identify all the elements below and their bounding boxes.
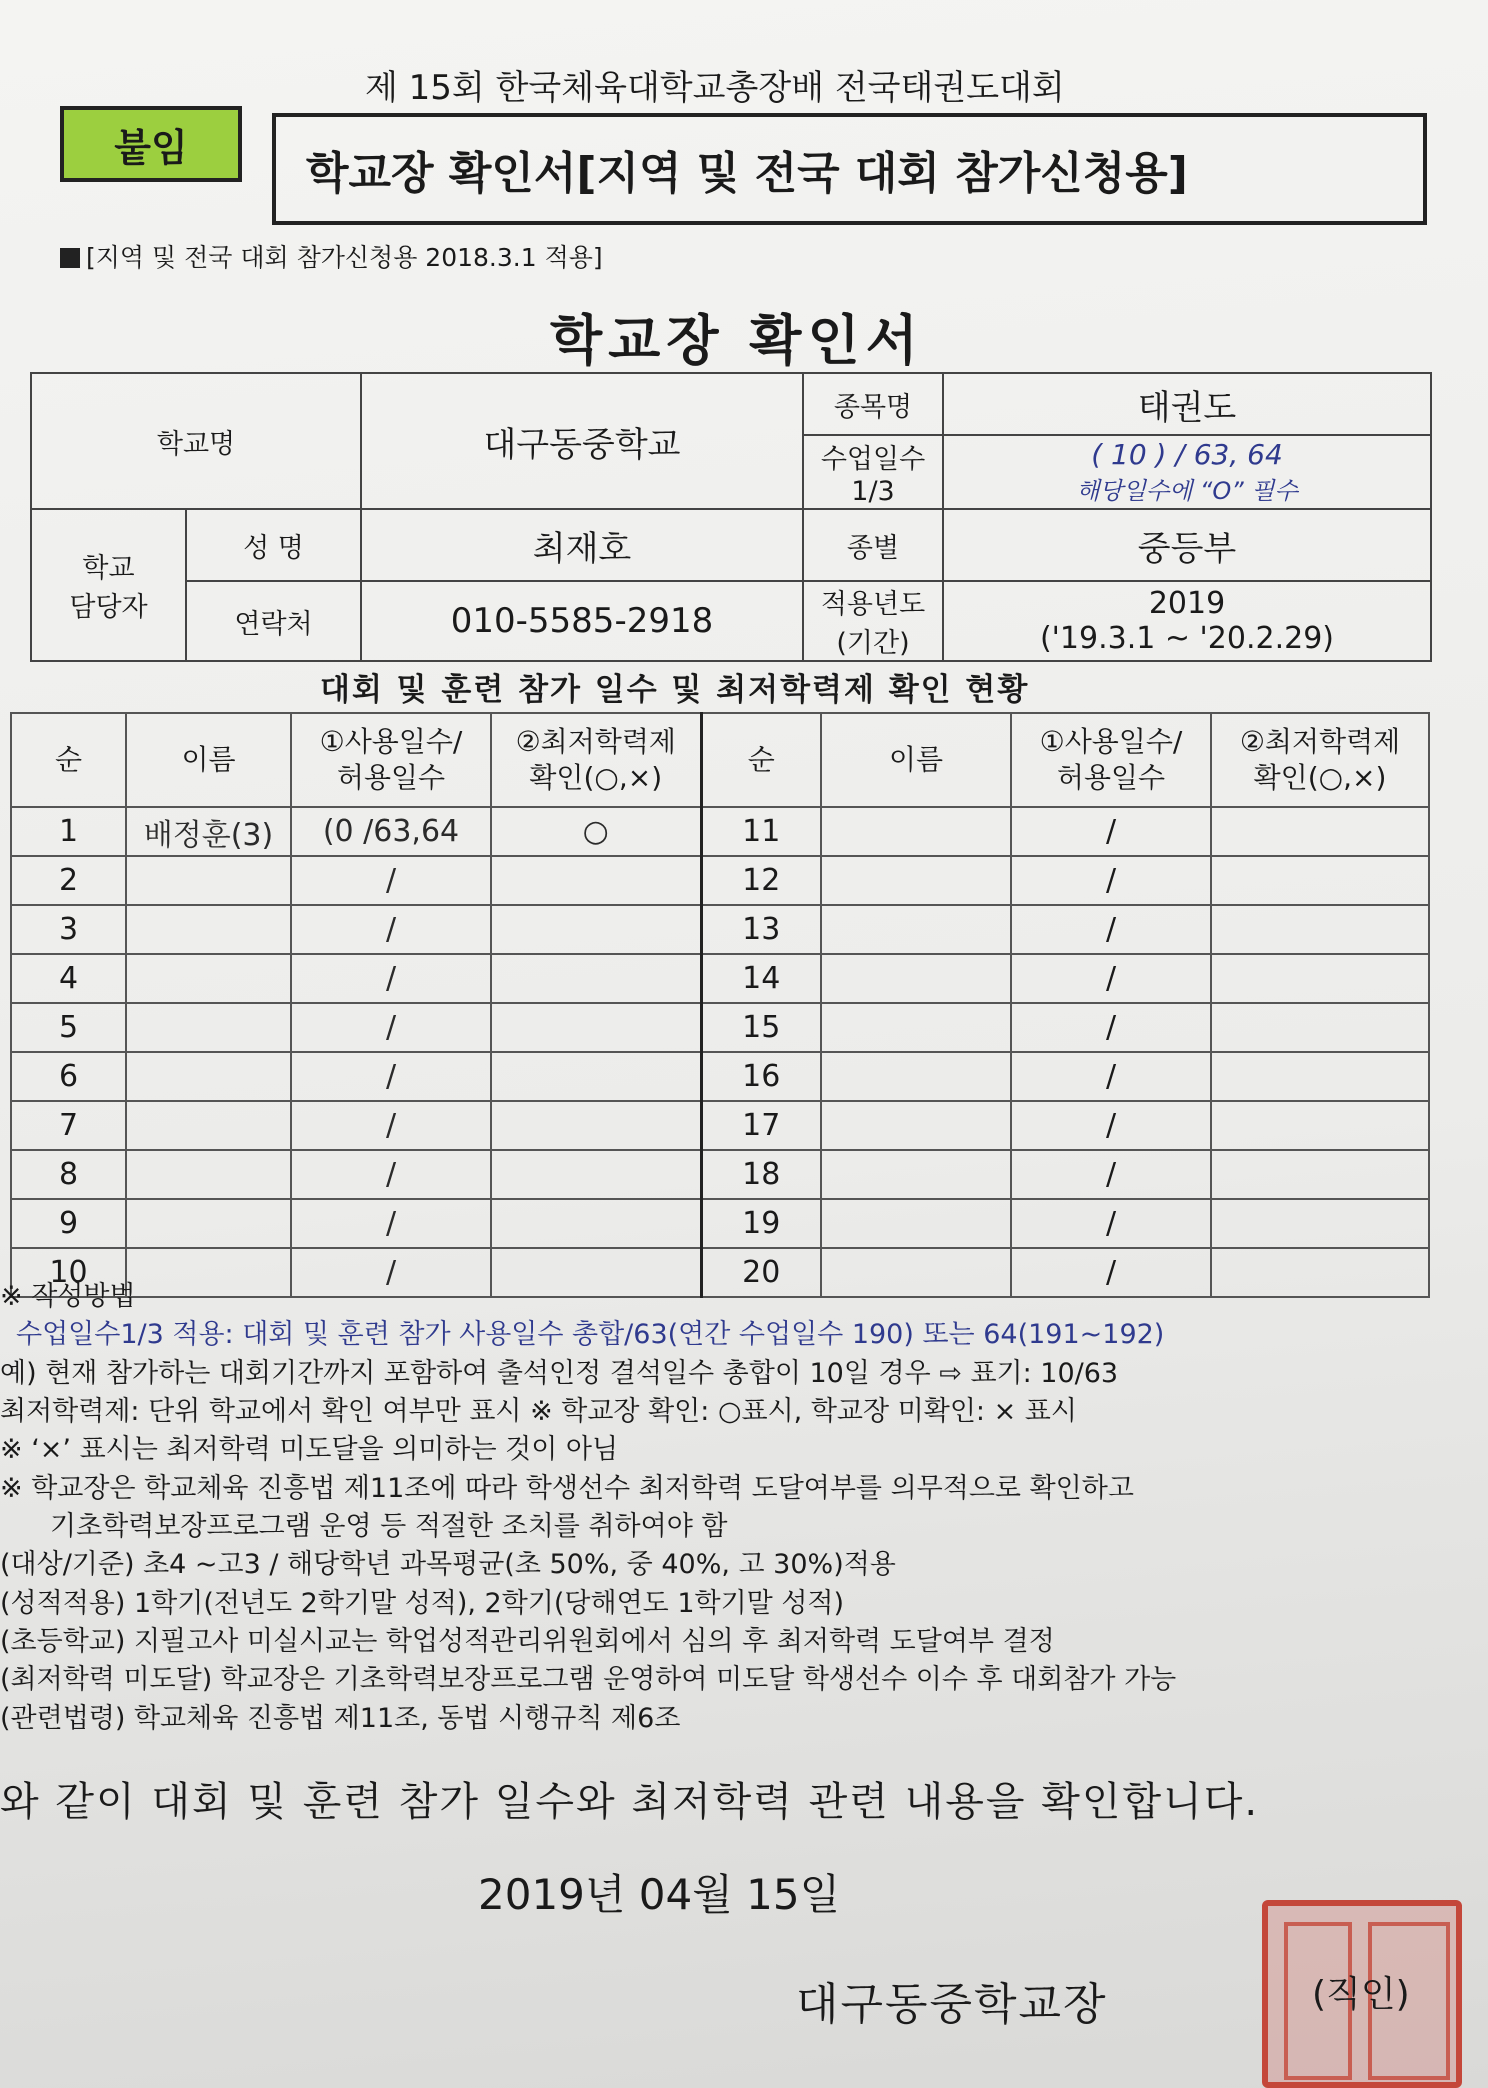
- row-check-2: [1211, 807, 1429, 856]
- table-row: [11, 856, 1429, 905]
- signer: 대구동중학교장: [796, 1979, 1108, 2030]
- row-days-2: /: [1011, 1052, 1211, 1101]
- table-row: [11, 1003, 1429, 1052]
- table-row: [11, 1101, 1429, 1150]
- manager-label: [31, 509, 186, 661]
- event-label: 종목명: [803, 373, 943, 435]
- row-name-2: [821, 905, 1011, 954]
- row-name-2: [821, 1003, 1011, 1052]
- row-no: 9: [11, 1199, 126, 1248]
- year-label-line2: (기간): [836, 628, 910, 659]
- row-name-2: [821, 1052, 1011, 1101]
- row-check-2: [1211, 1101, 1429, 1150]
- row-no: 2: [11, 856, 126, 905]
- row-no: 8: [11, 1150, 126, 1199]
- year: 2019: [1148, 586, 1226, 621]
- row-days-2: /: [1011, 905, 1211, 954]
- table-row: [11, 1199, 1429, 1248]
- row-name-2: [821, 954, 1011, 1003]
- row-name-2: [821, 1150, 1011, 1199]
- row-no-2: 16: [701, 1052, 821, 1101]
- row-no-2: 14: [701, 954, 821, 1003]
- header-days-2-line1: ①사용일수/: [1039, 724, 1183, 758]
- manager-name: 최재호: [361, 509, 803, 581]
- row-days: /: [291, 1101, 491, 1150]
- row-days-2: /: [1011, 1199, 1211, 1248]
- category-label: 종별: [803, 509, 943, 581]
- participation-rows: [11, 807, 1429, 1297]
- class-days-label-line1: 수업일수: [820, 444, 926, 475]
- row-no: 6: [11, 1052, 126, 1101]
- row-check: [491, 1003, 701, 1052]
- method-line: (성적적용) 1학기(전년도 2학기말 성적), 2학기(당해연도 1학기말 성적): [0, 1587, 845, 1619]
- manager-label-line1: 학교: [82, 553, 135, 584]
- row-no-2: 17: [701, 1101, 821, 1150]
- row-days-2: /: [1011, 954, 1211, 1003]
- row-check-2: [1211, 954, 1429, 1003]
- table-row: [11, 905, 1429, 954]
- document-title: 학교장 확인서: [550, 309, 924, 372]
- row-name-2: [821, 856, 1011, 905]
- row-days: /: [291, 1199, 491, 1248]
- closing-statement: 와 같이 대회 및 훈련 참가 일수와 최저학력 관련 내용을 확인합니다.: [0, 1779, 1260, 1825]
- method-line: (관련법령) 학교체육 진흥법 제11조, 동법 시행규칙 제6조: [0, 1702, 681, 1734]
- row-check: [491, 1199, 701, 1248]
- year-cell: [943, 581, 1431, 661]
- school-name: 대구동중학교: [361, 373, 803, 509]
- header-no-2: 순: [701, 713, 821, 807]
- row-no: 1: [11, 807, 126, 856]
- method-line: 최저학력제: 단위 학교에서 확인 여부만 표시 ※ 학교장 확인: ○표시, 학교장 미확인: × 표시: [0, 1395, 1077, 1427]
- method-line: (대상/기준) 초4 ~고3 / 해당학년 과목평균(초 50%, 중 40%, 고 30%)적용: [0, 1549, 896, 1581]
- row-check-2: [1211, 905, 1429, 954]
- subnote: [60, 238, 603, 274]
- row-days: /: [291, 905, 491, 954]
- participation-table: [10, 712, 1430, 1298]
- row-no-2: 15: [701, 1003, 821, 1052]
- row-days-2: /: [1011, 1248, 1211, 1297]
- row-no: 4: [11, 954, 126, 1003]
- row-check-2: [1211, 1052, 1429, 1101]
- row-days-2: /: [1011, 856, 1211, 905]
- row-days-2: /: [1011, 1150, 1211, 1199]
- name-label: 성 명: [186, 509, 361, 581]
- row-check: [491, 1101, 701, 1150]
- method-section: [0, 1278, 1470, 1738]
- header-check-2: [1211, 713, 1429, 807]
- year-label: [803, 581, 943, 661]
- class-days-label-line2: 1/3: [851, 476, 895, 507]
- square-bullet-icon: [60, 248, 80, 268]
- row-days-2: /: [1011, 1003, 1211, 1052]
- row-name-2: [821, 807, 1011, 856]
- row-days: /: [291, 856, 491, 905]
- row-no-2: 18: [701, 1150, 821, 1199]
- method-line: ※ ‘×’ 표시는 최저학력 미도달을 의미하는 것이 아님: [0, 1434, 619, 1466]
- period: ('19.3.1 ~ '20.2.29): [1039, 621, 1335, 656]
- row-name: [126, 954, 291, 1003]
- header-name-2: 이름: [821, 713, 1011, 807]
- header-days-2-line2: 허용일수: [1056, 761, 1166, 794]
- row-name: [126, 1150, 291, 1199]
- manager-label-line2: 담당자: [69, 592, 148, 623]
- class-days-note: 해당일수에 “O” 필수: [1076, 477, 1298, 505]
- header-check: [491, 713, 701, 807]
- method-title: ※ 작성방법: [0, 1281, 136, 1312]
- method-line: 수업일수1/3 적용: 대회 및 훈련 참가 사용일수 총합/63(연간 수업일수 190) 또는 64(191~192): [16, 1319, 1165, 1351]
- category: 중등부: [943, 509, 1431, 581]
- row-days: /: [291, 1150, 491, 1199]
- table-row: [11, 1150, 1429, 1199]
- header-no: 순: [11, 713, 126, 807]
- method-line: ※ 학교장은 학교체육 진흥법 제11조에 따라 학생선수 최저학력 도달여부를 의무적으로 확인하고: [0, 1472, 1134, 1504]
- header-days-2: [1011, 713, 1211, 807]
- row-no: 3: [11, 905, 126, 954]
- row-name: [126, 1003, 291, 1052]
- row-check: [491, 954, 701, 1003]
- row-days: (0 /63,64: [291, 807, 491, 856]
- class-days-label: [803, 435, 943, 509]
- contact: 010-5585-2918: [361, 581, 803, 661]
- attachment-tag: 붙임: [60, 106, 242, 182]
- row-no-2: 12: [701, 856, 821, 905]
- row-days: /: [291, 1248, 491, 1297]
- row-name-2: [821, 1199, 1011, 1248]
- method-line: 기초학력보장프로그램 운영 등 적절한 조치를 취하여야 함: [50, 1510, 728, 1542]
- row-no-2: 20: [701, 1248, 821, 1297]
- method-line: (최저학력 미도달) 학교장은 기초학력보장프로그램 운영하여 미도달 학생선수 이수 후 대회참가 가능: [0, 1664, 1177, 1696]
- row-no: 5: [11, 1003, 126, 1052]
- method-line: (초등학교) 지필고사 미실시교는 학업성적관리위원회에서 심의 후 최저학력 도달여부 결정: [0, 1625, 1055, 1657]
- issue-date: 2019년 04월 15일: [478, 1870, 841, 1919]
- row-no: 10: [11, 1248, 126, 1297]
- method-lines: [0, 1316, 1470, 1738]
- seal-mark: (직인): [1312, 1974, 1410, 2015]
- row-days-2: /: [1011, 1101, 1211, 1150]
- row-no-2: 19: [701, 1199, 821, 1248]
- class-days-value: ( 10 ) / 63, 64: [1091, 438, 1283, 471]
- table-row: [11, 807, 1429, 856]
- row-check: [491, 1052, 701, 1101]
- row-check: ○: [491, 807, 701, 856]
- header-days: [291, 713, 491, 807]
- contest-title: 제 15회 한국체육대학교총장배 전국태권도대회: [365, 68, 1065, 108]
- table-row: [11, 954, 1429, 1003]
- row-name: [126, 905, 291, 954]
- row-name: [126, 1101, 291, 1150]
- row-days: /: [291, 1003, 491, 1052]
- row-no: 7: [11, 1101, 126, 1150]
- row-no-2: 13: [701, 905, 821, 954]
- header-name: 이름: [126, 713, 291, 807]
- row-name: [126, 1052, 291, 1101]
- row-name-2: [821, 1101, 1011, 1150]
- info-table: [30, 372, 1432, 662]
- class-days-cell: [943, 435, 1431, 509]
- row-check: [491, 856, 701, 905]
- row-check-2: [1211, 1003, 1429, 1052]
- header-days-line1: ①사용일수/: [319, 724, 463, 758]
- row-check: [491, 1150, 701, 1199]
- row-days: /: [291, 1052, 491, 1101]
- header-check-line2: 확인(○,×): [529, 761, 663, 794]
- row-no-2: 11: [701, 807, 821, 856]
- row-check-2: [1211, 856, 1429, 905]
- event: 태권도: [943, 373, 1431, 435]
- header-check-2-line1: ②최저학력제: [1239, 724, 1401, 758]
- method-line: 예) 현재 참가하는 대회기간까지 포함하여 출석인정 결석일수 총합이 10일 경우 ⇨ 표기: 10/63: [0, 1357, 1119, 1389]
- row-name: [126, 856, 291, 905]
- contact-label: 연락처: [186, 581, 361, 661]
- row-days-2: /: [1011, 807, 1211, 856]
- table-row: [11, 1052, 1429, 1101]
- section-title: 대회 및 훈련 참가 일수 및 최저학력제 확인 현황: [320, 672, 1030, 708]
- row-check: [491, 905, 701, 954]
- school-name-label: 학교명: [31, 373, 361, 509]
- header-title: 학교장 확인서[지역 및 전국 대회 참가신청용]: [272, 113, 1427, 225]
- row-name: [126, 1199, 291, 1248]
- row-name: 배정훈(3): [126, 807, 291, 856]
- year-label-line1: 적용년도: [820, 589, 926, 620]
- row-check-2: [1211, 1199, 1429, 1248]
- row-days: /: [291, 954, 491, 1003]
- row-check-2: [1211, 1150, 1429, 1199]
- header-check-2-line2: 확인(○,×): [1253, 761, 1387, 794]
- header-check-line1: ②최저학력제: [515, 724, 676, 758]
- subnote-text: [지역 및 전국 대회 참가신청용 2018.3.1 적용]: [86, 243, 603, 272]
- header-days-line2: 허용일수: [336, 761, 446, 794]
